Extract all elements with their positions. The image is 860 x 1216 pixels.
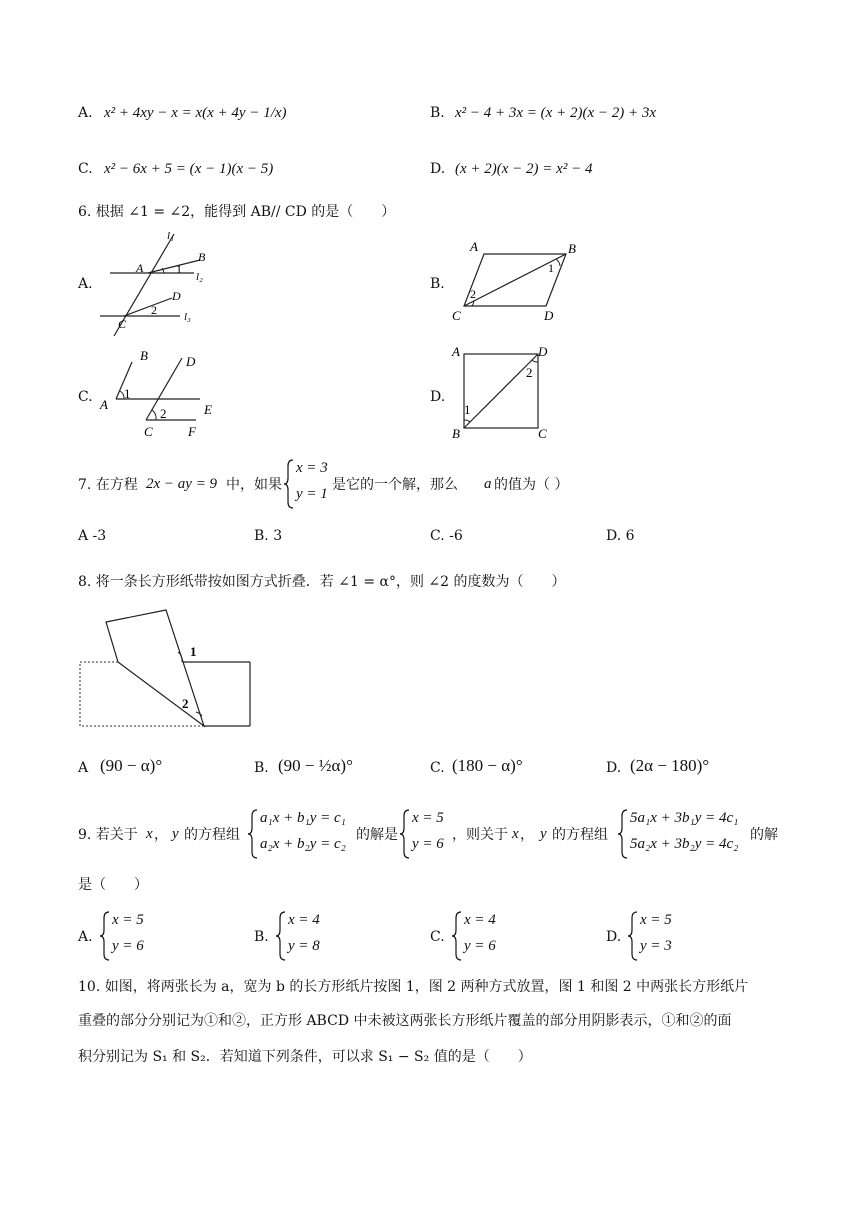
system-of-equations <box>248 808 354 860</box>
label-C: C <box>538 426 547 441</box>
system-row: x = 5 <box>640 912 672 928</box>
option-expression: x² − 6x + 5 = (x − 1)(x − 5) <box>104 161 274 177</box>
angle-1: 1 <box>124 386 131 401</box>
system-row: x = 5 <box>412 810 444 826</box>
equation: 2x − ay = 9 <box>146 476 218 492</box>
system-row: y = 8 <box>288 938 320 954</box>
stem-text: 的值为（ ） <box>494 477 569 493</box>
stem-text: 的方程组 <box>552 827 608 843</box>
label-B: B <box>452 426 460 441</box>
q10-stem-line-2: 重叠的部分分别记为①和②，正方形 ABCD 中未被这两张长方形纸片覆盖的部分用阴影表示，①和②的面 <box>78 1013 732 1029</box>
q6-option-a-label: A. <box>78 276 93 292</box>
angle-2: 2 <box>182 696 189 711</box>
label-l2: l₂ <box>196 271 203 283</box>
q8-stem: 8. 将一条长方形纸带按如图方式折叠．若 ∠1 = α°，则 ∠2 的度数为（ ） <box>78 574 566 590</box>
option-label: A. <box>78 105 93 121</box>
system-row: 5a₁x + 3b₁y = 4c₁ <box>630 810 739 826</box>
variable: y <box>540 826 547 842</box>
label-B: B <box>198 250 206 264</box>
option-label: D. <box>606 760 622 776</box>
label-C: C <box>452 308 461 323</box>
label-C: C <box>144 424 153 439</box>
stem-text: ， <box>520 827 534 843</box>
option-expression: x² − 4 + 3x = (x + 2)(x − 2) + 3x <box>455 105 656 121</box>
label-A: A <box>100 397 108 412</box>
system-row: a₂x + b₂y = c₂ <box>260 836 346 852</box>
q6-option-c-label: C. <box>78 389 93 405</box>
system-row: y = 6 <box>464 938 496 954</box>
angle-1: 1 <box>548 261 554 275</box>
stem-text: 的解 <box>750 827 778 843</box>
system-of-equations <box>276 910 336 962</box>
option-label: D. <box>606 929 622 945</box>
label-A: A <box>136 261 144 275</box>
option-expression: x² + 4xy − x = x(x + 4y − 1/x) <box>104 105 287 121</box>
option-label: B. <box>254 929 269 945</box>
label-A: A <box>452 344 460 359</box>
q6-figure-b <box>448 238 588 324</box>
label-l3: l₃ <box>184 311 191 323</box>
q6-stem: 6. 根据 ∠1 = ∠2，能得到 AB// CD 的是（ ） <box>78 204 396 220</box>
option-expression: (90 − ½α)° <box>278 756 353 775</box>
stem-text: ， <box>154 827 168 843</box>
variable: x <box>512 826 519 842</box>
option-label: A <box>78 760 89 776</box>
label-A: A <box>470 239 478 254</box>
label-E: E <box>204 402 212 417</box>
option-expression: (x + 2)(x − 2) = x² − 4 <box>455 161 593 177</box>
system-row: x = 3 <box>296 460 328 476</box>
angle-2: 2 <box>470 287 476 301</box>
q7-option-d: D. 6 <box>606 528 635 544</box>
system-row: y = 6 <box>112 938 144 954</box>
angle-1: 1 <box>464 402 471 417</box>
q7-option-a: A -3 <box>78 528 107 544</box>
system-of-equations <box>100 910 160 962</box>
option-label: C. <box>78 161 93 177</box>
system-of-equations <box>628 910 688 962</box>
option-label: D. <box>430 161 446 177</box>
angle-2: 2 <box>151 303 157 317</box>
label-B: B <box>140 348 148 363</box>
system-row: x = 5 <box>112 912 144 928</box>
system-of-equations <box>284 458 334 510</box>
stem-text: 9. 若关于 <box>78 827 138 843</box>
angle-1: 1 <box>176 262 182 276</box>
system-row: 5a₂x + 3b₂y = 4c₂ <box>630 836 739 852</box>
stem-text: 7. 在方程 <box>78 477 138 493</box>
label-F: F <box>188 424 196 439</box>
option-expression: (180 − α)° <box>452 756 523 775</box>
q8-folded-strip-figure <box>78 604 258 730</box>
variable: x <box>146 826 153 842</box>
q6-figure-d <box>450 342 560 442</box>
stem-text: 是（ ） <box>78 877 148 893</box>
q10-stem-line-3: 积分别记为 S₁ 和 S₂．若知道下列条件，可以求 S₁ − S₂ 值的是（ ） <box>78 1049 532 1065</box>
option-label: C. <box>430 929 445 945</box>
system-of-equations <box>618 808 748 860</box>
label-D: D <box>172 289 181 303</box>
system-row: a₁x + b₁y = c₁ <box>260 810 346 826</box>
system-of-equations <box>400 808 454 860</box>
q10-stem-line-1: 10. 如图，将两张长为 a，宽为 b 的长方形纸片按图 1，图 2 两种方式放置，图 1 和图 2 中两张长方形纸片 <box>78 979 749 995</box>
system-row: y = 6 <box>412 836 444 852</box>
q6-option-b-label: B. <box>430 276 445 292</box>
label-D: D <box>186 354 196 369</box>
label-C: C <box>118 317 127 331</box>
option-expression: (90 − α)° <box>100 756 163 775</box>
system-row: y = 3 <box>640 938 672 954</box>
q7-option-c: C. -6 <box>430 528 463 544</box>
variable: y <box>172 826 179 842</box>
variable: a <box>484 476 492 492</box>
option-label: C. <box>430 760 445 776</box>
option-label: A. <box>78 929 93 945</box>
stem-text: ，则关于 <box>452 827 508 843</box>
angle-1: 1 <box>190 644 197 659</box>
stem-text: 的解是 <box>356 827 398 843</box>
option-expression: (2α − 180)° <box>630 756 710 775</box>
stem-text: 是它的一个解，那么 <box>332 477 458 493</box>
system-row: x = 4 <box>464 912 496 928</box>
q6-figure-c <box>96 344 226 440</box>
option-label: B. <box>430 105 445 121</box>
q6-figure-a <box>96 228 216 340</box>
system-row: x = 4 <box>288 912 320 928</box>
option-label: B. <box>254 760 269 776</box>
q6-option-d-label: D. <box>430 389 446 405</box>
q7-option-b: B. 3 <box>254 528 283 544</box>
stem-text: 中，如果 <box>226 477 282 493</box>
angle-2: 2 <box>160 406 167 421</box>
system-row: y = 1 <box>296 486 328 502</box>
label-l1: l₁ <box>167 230 174 242</box>
label-D: D <box>544 308 554 323</box>
stem-text: 的方程组 <box>184 827 240 843</box>
label-B: B <box>568 241 576 256</box>
angle-2: 2 <box>526 365 533 380</box>
system-of-equations <box>452 910 512 962</box>
label-D: D <box>538 344 548 359</box>
